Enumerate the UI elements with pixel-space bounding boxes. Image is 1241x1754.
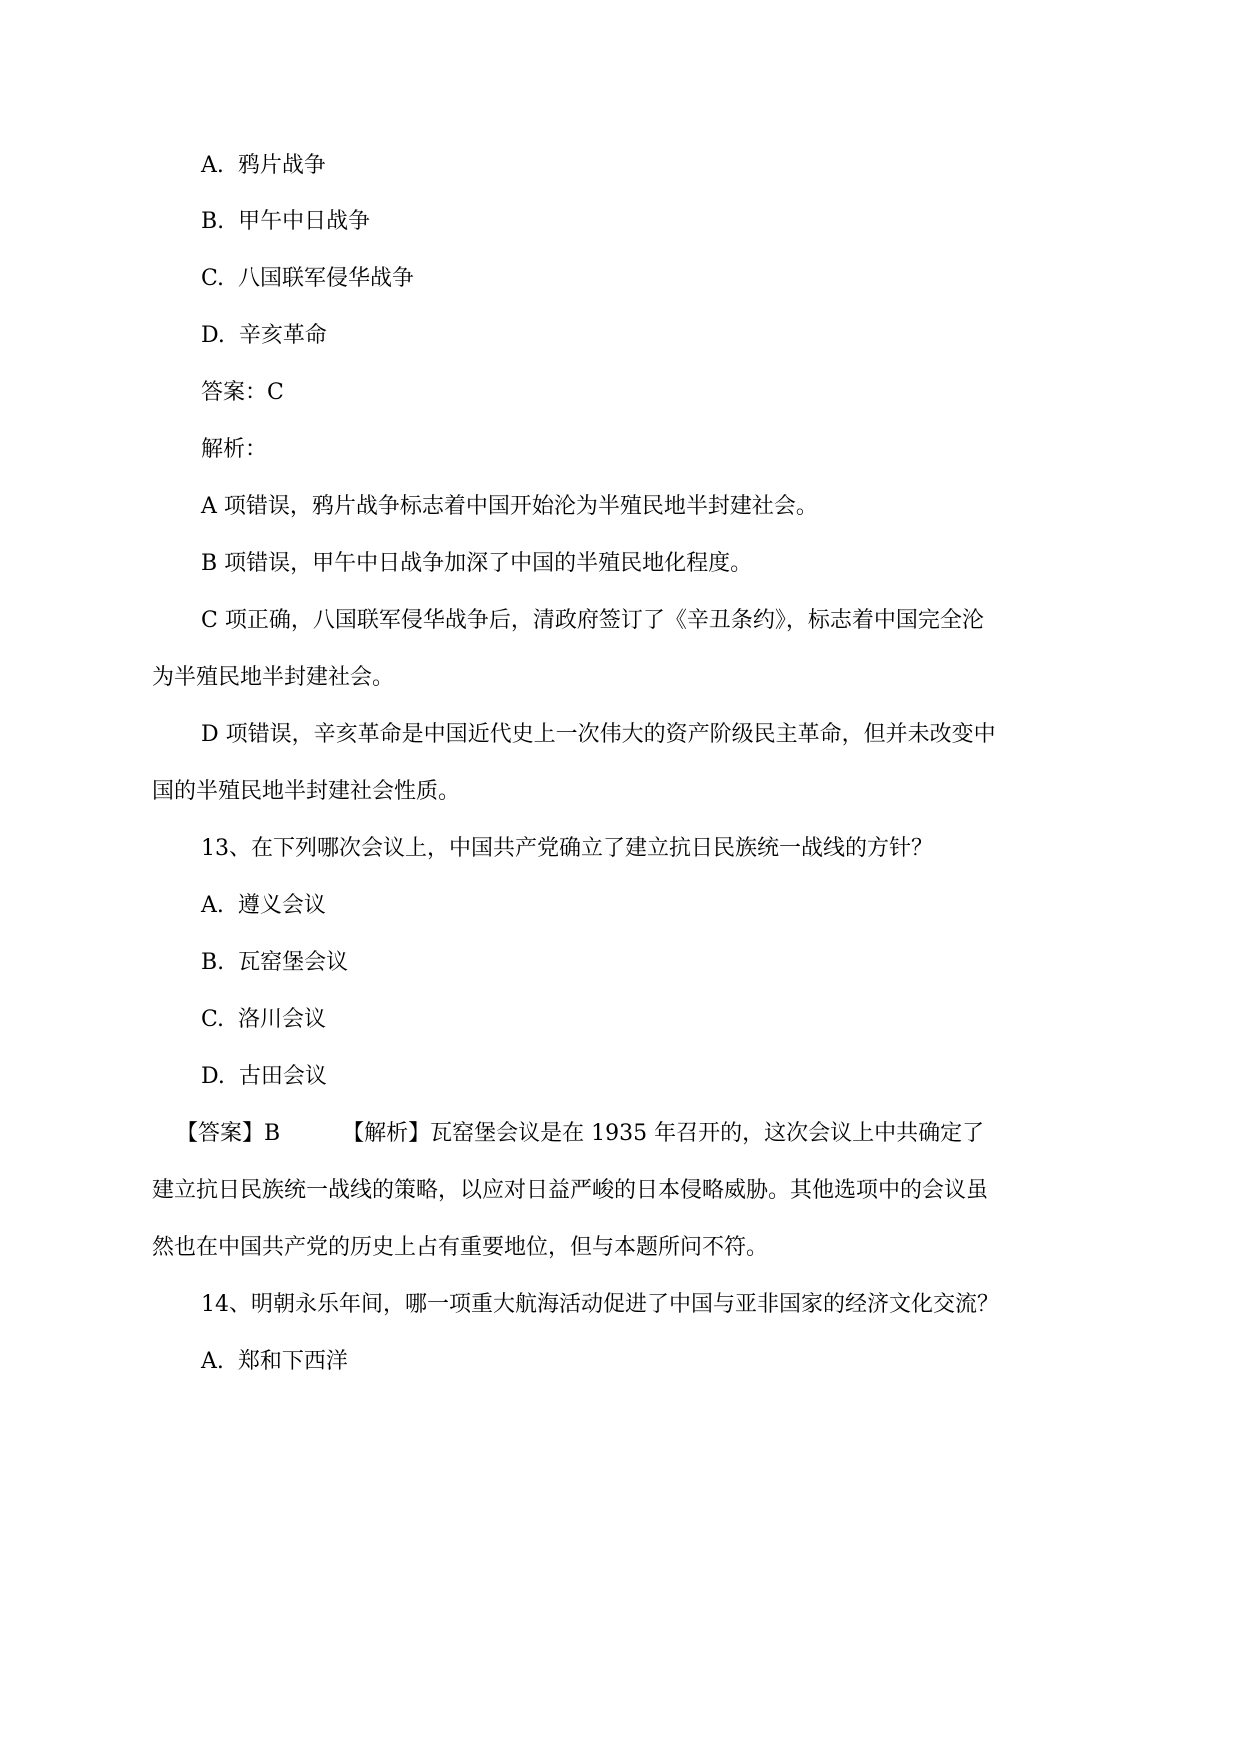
q12-option-d: D. 辛亥革命 [201, 323, 327, 348]
q12-analysis-label: 解析： [201, 437, 268, 462]
q13-option-d: D. 古田会议 [201, 1064, 327, 1089]
q13-option-c: C. 洛川会议 [201, 1007, 327, 1032]
q12-option-c: C. 八国联军侵华战争 [201, 266, 415, 291]
q14-option-a: A. 郑和下西洋 [201, 1349, 348, 1374]
q12-analysis-c: C 项正确，八国联军侵华战争后，清政府签订了《辛丑条约》，标志着中国完全沦 [201, 608, 984, 633]
q13-answer-analysis [176, 1118, 984, 1150]
q13-analysis-line-2: 建立抗日民族统一战线的策略，以应对日益严峻的日本侵略威胁。其他选项中的会议虽 [152, 1178, 989, 1203]
q12-option-a: A. 鸦片战争 [201, 153, 326, 178]
q12-answer: 答案：C [201, 380, 284, 405]
q13-option-a: A. 遵义会议 [201, 893, 326, 918]
q13-answer: 【答案】B [176, 1121, 281, 1146]
q12-analysis-d-cont: 国的半殖民地半封建社会性质。 [152, 779, 461, 804]
q12-analysis-d: D 项错误，辛亥革命是中国近代史上一次伟大的资产阶级民主革命，但并未改变中 [201, 722, 996, 747]
q12-analysis-c-cont: 为半殖民地半封建社会。 [152, 665, 395, 690]
q13-option-b: B. 瓦窑堡会议 [201, 950, 349, 975]
q13-question: 13、在下列哪次会议上，中国共产党确立了建立抗日民族统一战线的方针？ [201, 836, 933, 861]
q12-analysis-a: A 项错误，鸦片战争标志着中国开始沦为半殖民地半封建社会。 [201, 494, 818, 519]
q14-question: 14、明朝永乐年间，哪一项重大航海活动促进了中国与亚非国家的经济文化交流？ [201, 1292, 999, 1317]
q13-analysis-line-1: 【解析】瓦窑堡会议是在 1935 年召开的，这次会议上中共确定了 [342, 1121, 985, 1146]
q12-option-b: B. 甲午中日战争 [201, 209, 371, 234]
q12-analysis-b: B 项错误，甲午中日战争加深了中国的半殖民地化程度。 [201, 551, 753, 576]
q13-analysis-line-3: 然也在中国共产党的历史上占有重要地位，但与本题所问不符。 [152, 1235, 769, 1260]
